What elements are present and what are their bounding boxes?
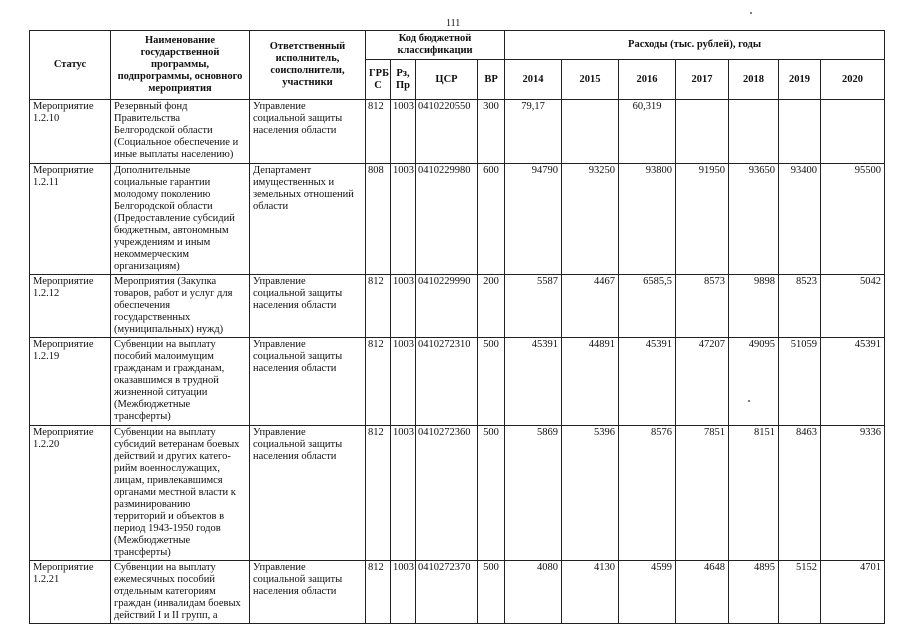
row-responsible: Управление социальной защиты населения области: [250, 275, 366, 338]
row-expense-value: 8151: [729, 426, 779, 561]
table-row: [30, 100, 885, 164]
row-expense-value: 6585,5: [619, 275, 676, 338]
row-expense-value: 45391: [505, 338, 562, 426]
row-expense-value: 8463: [779, 426, 821, 561]
row-vr: 600: [478, 164, 505, 275]
row-expense-value: 60,319: [619, 100, 676, 164]
header-csr: ЦСР: [416, 60, 478, 100]
row-vr: 500: [478, 561, 505, 624]
row-rzpr: 1003: [391, 338, 416, 426]
row-expense-value: 47207: [676, 338, 729, 426]
row-expense-value: [562, 100, 619, 164]
row-name: Мероприятия (Закупка товаров, работ и услуг для обеспечения государственных (муниципальных) нужд): [111, 275, 250, 338]
row-rzpr: 1003: [391, 275, 416, 338]
row-status: Мероприятие 1.2.11: [30, 164, 111, 275]
header-year: 2014: [505, 60, 562, 100]
header-year: 2018: [729, 60, 779, 100]
row-expense-value: 9336: [821, 426, 885, 561]
budget-table: [29, 30, 885, 624]
table-row: [30, 426, 885, 561]
row-responsible: Управление социальной защиты населения области: [250, 100, 366, 164]
header-year: 2019: [779, 60, 821, 100]
row-expense-value: 93650: [729, 164, 779, 275]
header-year: 2015: [562, 60, 619, 100]
header-year: 2016: [619, 60, 676, 100]
row-expense-value: [821, 100, 885, 164]
row-responsible: Управление социальной защиты населения области: [250, 561, 366, 624]
row-status: Мероприятие 1.2.19: [30, 338, 111, 426]
row-expense-value: 49095: [729, 338, 779, 426]
row-expense-value: 7851: [676, 426, 729, 561]
header-year: 2017: [676, 60, 729, 100]
row-name: Субвенции на выплату пособий малоимущим гражданам и гражданам, оказавшимся в трудной жизненной ситуации (Межбюджетные трансферты): [111, 338, 250, 426]
table-row: [30, 561, 885, 624]
row-expense-value: 45391: [619, 338, 676, 426]
row-status: Мероприятие 1.2.20: [30, 426, 111, 561]
row-vr: 300: [478, 100, 505, 164]
row-expense-value: 8573: [676, 275, 729, 338]
table-row: [30, 275, 885, 338]
row-expense-value: 93800: [619, 164, 676, 275]
row-responsible: Управление социальной защиты населения области: [250, 338, 366, 426]
row-expense-value: [779, 100, 821, 164]
row-expense-value: 79,17: [505, 100, 562, 164]
row-expense-value: 4895: [729, 561, 779, 624]
row-responsible: Департамент имущественных и земельных отношений области: [250, 164, 366, 275]
row-expense-value: 8523: [779, 275, 821, 338]
row-responsible: Управление социальной защиты населения области: [250, 426, 366, 561]
table-row: [30, 164, 885, 275]
row-expense-value: 5042: [821, 275, 885, 338]
row-rzpr: 1003: [391, 426, 416, 561]
row-expense-value: 4599: [619, 561, 676, 624]
row-csr: 0410229980: [416, 164, 478, 275]
row-csr: 0410272370: [416, 561, 478, 624]
header-status: Статус: [30, 31, 111, 100]
row-grbs: 812: [366, 561, 391, 624]
header-rzpr: Рз, Пр: [391, 60, 416, 100]
header-name: Наименование государственной программы, подпрограммы, основного мероприятия: [111, 31, 250, 100]
page-number: 111: [446, 18, 461, 29]
row-expense-value: 5587: [505, 275, 562, 338]
row-expense-value: 51059: [779, 338, 821, 426]
row-expense-value: 8576: [619, 426, 676, 561]
row-expense-value: 93400: [779, 164, 821, 275]
row-name: Резервный фонд Правительства Белгородской области (Социальное обеспечение и иные выплаты населению): [111, 100, 250, 164]
row-expense-value: 5869: [505, 426, 562, 561]
row-expense-value: 5152: [779, 561, 821, 624]
row-status: Мероприятие 1.2.21: [30, 561, 111, 624]
row-name: Субвенции на выплату субсидий ветеранам боевых действий и других катего- рийм военнослужащих, лицам, привлекавшимся органами местной власти к разминированию территорий и объектов в период 1943-1950 годов (Межбюджетные трансферты): [111, 426, 250, 561]
header-year: 2020: [821, 60, 885, 100]
row-csr: 0410272310: [416, 338, 478, 426]
row-expense-value: 5396: [562, 426, 619, 561]
row-expense-value: 9898: [729, 275, 779, 338]
row-expense-value: 93250: [562, 164, 619, 275]
header-responsible: Ответственный исполнитель, соисполнители, участники: [250, 31, 366, 100]
row-expense-value: 4648: [676, 561, 729, 624]
row-grbs: 812: [366, 426, 391, 561]
row-expense-value: 44891: [562, 338, 619, 426]
row-vr: 500: [478, 426, 505, 561]
row-expense-value: 91950: [676, 164, 729, 275]
row-grbs: 812: [366, 338, 391, 426]
row-rzpr: 1003: [391, 164, 416, 275]
scan-speck: [750, 12, 752, 14]
row-grbs: 812: [366, 100, 391, 164]
row-rzpr: 1003: [391, 561, 416, 624]
header-grbs: ГРБ С: [366, 60, 391, 100]
header-budget-code: Код бюджетной классификации: [366, 31, 505, 60]
row-expense-value: 4701: [821, 561, 885, 624]
row-csr: 0410229990: [416, 275, 478, 338]
row-vr: 200: [478, 275, 505, 338]
row-status: Мероприятие 1.2.10: [30, 100, 111, 164]
header-expenses: Расходы (тыс. рублей), годы: [505, 31, 885, 60]
row-rzpr: 1003: [391, 100, 416, 164]
row-csr: 0410220550: [416, 100, 478, 164]
row-name: Дополнительные социальные гарантии молодому поколению Белгородской области (Предоставление субсидий бюджетным, автономным учреждениям и иным некоммерческим организациям): [111, 164, 250, 275]
row-expense-value: [676, 100, 729, 164]
row-expense-value: [729, 100, 779, 164]
row-expense-value: 94790: [505, 164, 562, 275]
row-expense-value: 45391: [821, 338, 885, 426]
row-csr: 0410272360: [416, 426, 478, 561]
row-vr: 500: [478, 338, 505, 426]
row-expense-value: 95500: [821, 164, 885, 275]
table-row: [30, 338, 885, 426]
row-expense-value: 4080: [505, 561, 562, 624]
row-expense-value: 4467: [562, 275, 619, 338]
row-expense-value: 4130: [562, 561, 619, 624]
header-vr: ВР: [478, 60, 505, 100]
row-name: Субвенции на выплату ежемесячных пособий отдельным категориям граждан (инвалидам боевых действий I и II групп, а: [111, 561, 250, 624]
row-grbs: 812: [366, 275, 391, 338]
row-status: Мероприятие 1.2.12: [30, 275, 111, 338]
row-grbs: 808: [366, 164, 391, 275]
